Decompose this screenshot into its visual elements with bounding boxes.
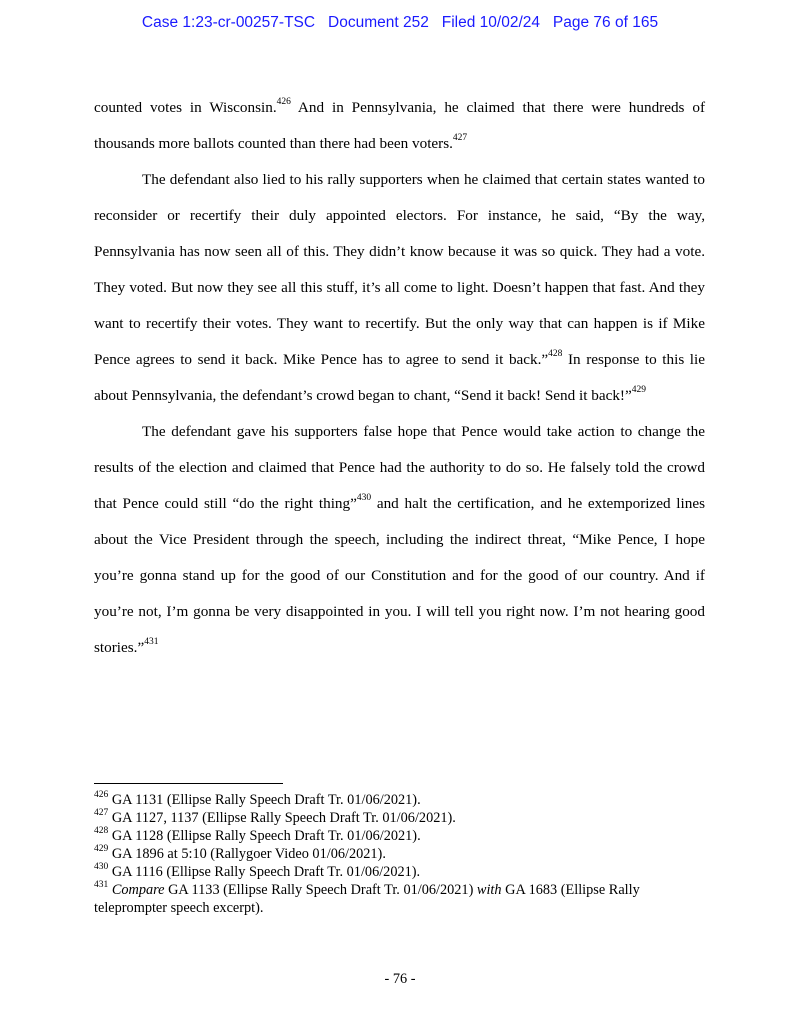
footnote-number: 429 bbox=[94, 844, 109, 855]
paragraph-text: The defendant gave his supporters false hope that Pence would take action to change the results of the election and claimed that Pence had the authority to do so. He falsely told the crowd that Pence could still “do the right thing” bbox=[94, 423, 705, 512]
body-text bbox=[94, 90, 705, 666]
footnote-430 bbox=[94, 863, 705, 881]
footnote-ref-428: 428 bbox=[548, 348, 563, 359]
footnote-text: GA 1116 (Ellipse Rally Speech Draft Tr. 01/06/2021). bbox=[108, 864, 421, 880]
footnote-text: GA 1896 at 5:10 (Rallygoer Video 01/06/2021). bbox=[108, 846, 386, 862]
case-header bbox=[0, 14, 800, 32]
footnote-number: 428 bbox=[94, 826, 109, 837]
footnote-427 bbox=[94, 809, 705, 827]
footnote-431 bbox=[94, 881, 705, 917]
footnote-text: GA 1683 (Ellipse Rally teleprompter speech excerpt). bbox=[94, 882, 640, 916]
document-number: Document 252 bbox=[328, 14, 429, 31]
footnote-ref-430: 430 bbox=[356, 492, 372, 503]
paragraph-1 bbox=[94, 90, 705, 162]
paragraph-text: and halt the certification, and he extemporized lines about the Vice President through the speech, including the indirect threat, “Mike Pence, I hope you’re gonna stand up for the good of our Constitution and for the good of our country. And if you’re not, I’m gonna be very disappointed in you. I will tell you right now. I’m not hearing good stories.” bbox=[94, 495, 705, 656]
footnote-divider bbox=[94, 783, 283, 784]
paragraph-3 bbox=[94, 414, 705, 666]
footnote-number: 430 bbox=[94, 862, 109, 873]
footnote-number: 431 bbox=[94, 880, 109, 891]
footnote-text: GA 1127, 1137 (Ellipse Rally Speech Draft Tr. 01/06/2021). bbox=[108, 810, 456, 826]
footnote-number: 427 bbox=[94, 808, 109, 819]
footnote-426 bbox=[94, 791, 705, 809]
paragraph-text: And in Pennsylvania, he claimed that there were hundreds of thousands more ballots counted than there had been voters. bbox=[94, 99, 706, 152]
footnote-italic-with: with bbox=[476, 882, 502, 898]
footnote-428 bbox=[94, 827, 705, 845]
paragraph-text: In response to this lie about Pennsylvania, the defendant’s crowd began to chant, “Send it back! Send it back!” bbox=[94, 351, 705, 404]
filed-date: Filed 10/02/24 bbox=[441, 14, 540, 31]
case-number: Case 1:23-cr-00257-TSC bbox=[141, 14, 316, 31]
footnote-ref-426: 426 bbox=[276, 96, 291, 107]
footnote-text: GA 1131 (Ellipse Rally Speech Draft Tr. 01/06/2021). bbox=[108, 792, 421, 808]
footnotes bbox=[94, 791, 705, 917]
footnote-text: GA 1128 (Ellipse Rally Speech Draft Tr. 01/06/2021). bbox=[108, 828, 421, 844]
footnote-ref-431: 431 bbox=[144, 636, 159, 647]
footnote-italic-compare: Compare bbox=[111, 882, 165, 898]
page-of-total: Page 76 of 165 bbox=[552, 14, 659, 31]
footnote-ref-427: 427 bbox=[452, 132, 468, 143]
paragraph-2 bbox=[94, 162, 705, 414]
paragraph-text: The defendant also lied to his rally supporters when he claimed that certain states wanted to reconsider or recertify their duly appointed electors. For instance, he said, “By the way, Pennsylvania has now seen all of this. They didn’t know because it was so quick. They had a vote. They voted. But now they see all this stuff, it’s all come to light. Doesn’t happen that fast. And they want to recertify their votes. They want to recertify. But the only way that can happen is if Mike Pence agrees to send it back. Mike Pence has to agree to send it back.” bbox=[94, 171, 705, 368]
footnote-number: 426 bbox=[94, 790, 109, 801]
footnote-ref-429: 429 bbox=[631, 384, 646, 395]
footnote-text: GA 1133 (Ellipse Rally Speech Draft Tr. 01/06/2021) bbox=[164, 882, 477, 898]
footnote-429 bbox=[94, 845, 705, 863]
page-number: - 76 - bbox=[384, 971, 416, 987]
paragraph-text: counted votes in Wisconsin. bbox=[94, 99, 277, 116]
